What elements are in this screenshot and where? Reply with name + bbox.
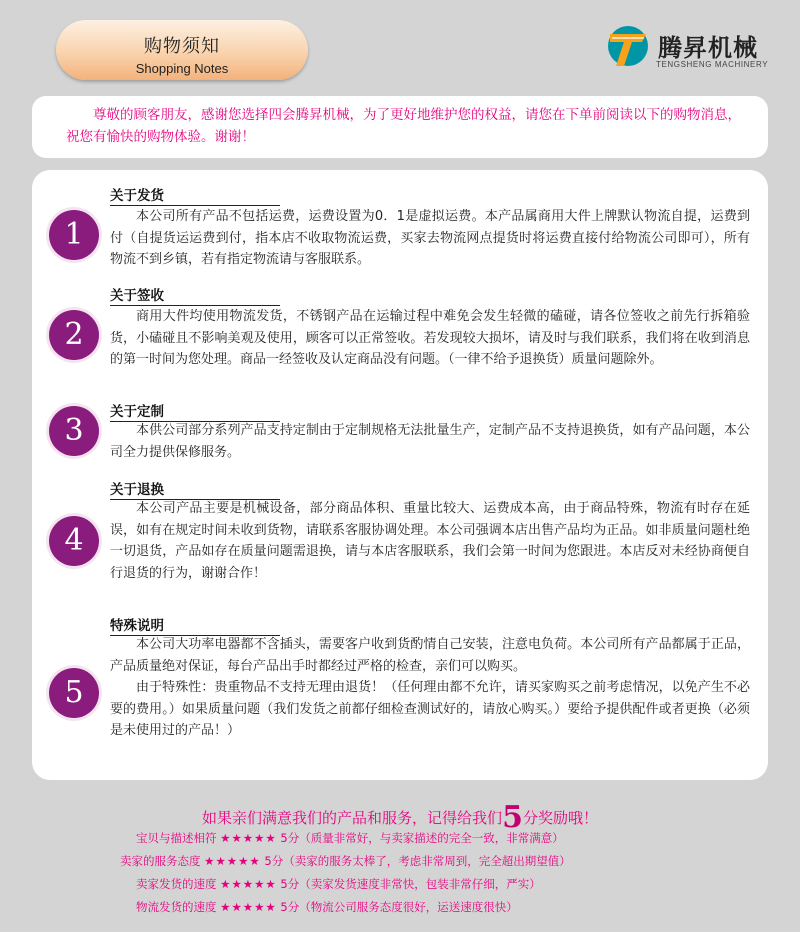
- rating-note: （卖家发货速度非常快，包装非常仔细，严实）: [299, 877, 541, 891]
- rating-item: [136, 899, 776, 915]
- section-body: 本公司产品主要是机械设备，部分商品体积、重量比较大、运费成本高，由于商品特殊，物流有时存在延误，如有在规定时间未收到货物，请联系客服协调处理。本公司强调本店出售产品均为正品。如非质量问题杜绝一切退货，产品如存在质量问题需退换，请与本店客服联系，我们会第一时间为您跟进。本店反对未经协商便自行退货的行为，谢谢合作！: [110, 501, 750, 581]
- page-subtitle: Shopping Notes: [135, 61, 229, 76]
- rating-headline-number: 5: [502, 800, 523, 835]
- section-paragraph: 本公司大功率电器都不含插头，需要客户收到货酌情自己安装，注意电负荷。本公司所有产品都属于正品，产品质量绝对保证，每台产品出手时都经过严格的检查，亲们可以购买。: [110, 637, 750, 674]
- rating-item: [136, 876, 776, 892]
- logo-mark-icon: [606, 24, 650, 68]
- rating-item: [136, 830, 776, 846]
- star-rating-icon: ★★★★★: [220, 900, 277, 914]
- section-title: 关于退换: [110, 478, 280, 500]
- star-rating-icon: ★★★★★: [220, 831, 277, 845]
- section-body: 商用大件均使用物流发货，不锈钢产品在运输过程中难免会发生轻微的磕碰，请各位签收之前先行拆箱验货，小磕碰且不影响美观及使用，顾客可以正常签收。若发现较大损坏，请及时与我们联系，我们将在收到消息的第一时间为您处理。商品一经签收及认定商品没有问题。（一律不给予退换货）质量问题除外。: [110, 309, 750, 367]
- rating-label: 卖家发货的速度: [136, 877, 217, 891]
- intro-notice: 尊敬的顾客朋友，感谢您选择四会腾昇机械，为了更好地维护您的权益，请您在下单前阅读以下的购物消息，祝您有愉快的购物体验。谢谢！: [32, 96, 768, 158]
- company-logo: [606, 24, 786, 74]
- logo-text-cn: 腾昇机械: [658, 33, 758, 62]
- rating-note: （质量非常好，与卖家描述的完全一致，非常满意）: [299, 831, 564, 845]
- section-body: 本公司所有产品不包括运费，运费设置为0．1是虚拟运费。本产品属商用大件上牌默认物流自提，运费到付（自提货运运费到付，指本店不收取物流运费，买家去物流网点提货时将运费直接付给物流公司即可），所有物流不到乡镇，若有指定物流请与客服联系。: [110, 209, 750, 267]
- rating-label: 物流发货的速度: [136, 900, 217, 914]
- rating-note: （卖家的服务太棒了，考虑非常周到，完全超出期望值）: [283, 854, 571, 868]
- logo-text-en: TENGSHENG MACHINERY: [656, 60, 769, 69]
- section-number-badge: 4: [49, 516, 99, 566]
- page-title: 购物须知: [144, 36, 220, 57]
- rating-score: 5分: [280, 900, 300, 914]
- rating-label: 宝贝与描述相符: [136, 831, 217, 845]
- section-body: [110, 634, 750, 742]
- rating-note: （物流公司服务态度很好，运送速度很快）: [299, 900, 518, 914]
- section-title: 关于发货: [110, 184, 280, 206]
- rating-score: 5分: [280, 877, 300, 891]
- star-rating-icon: ★★★★★: [220, 877, 277, 891]
- section-paragraph: 由于特殊性：贵重物品不支持无理由退货！（任何理由都不允许，请买家购买之前考虑情况，以免产生不必要的费用。）如果质量问题（我们发货之前都仔细检查测试好的，请放心购买。）要给予提供配件或者更换（必须是未使用过的产品！）: [110, 680, 750, 738]
- section-title: 特殊说明: [110, 614, 280, 636]
- title-pill: [56, 20, 308, 80]
- notes-panel: [32, 170, 768, 780]
- rating-headline-text: 如果亲们满意我们的产品和服务，记得给我们: [202, 809, 503, 827]
- rating-score: 5分: [264, 854, 284, 868]
- rating-headline-text: 分奖励哦！: [522, 809, 598, 827]
- rating-item: [120, 853, 760, 869]
- section-number-badge: 5: [49, 668, 99, 718]
- rating-score: 5分: [280, 831, 300, 845]
- section-number-badge: 1: [49, 210, 99, 260]
- section-title: 关于签收: [110, 284, 280, 306]
- star-rating-icon: ★★★★★: [204, 854, 261, 868]
- section-body: 本供公司部分系列产品支持定制由于定制规格无法批量生产，定制产品不支持退换货，如有产品问题，本公司全力提供保修服务。: [110, 423, 750, 460]
- section-number-badge: 3: [49, 406, 99, 456]
- rating-label: 卖家的服务态度: [120, 854, 201, 868]
- section-number-badge: 2: [49, 310, 99, 360]
- section-title: 关于定制: [110, 400, 280, 422]
